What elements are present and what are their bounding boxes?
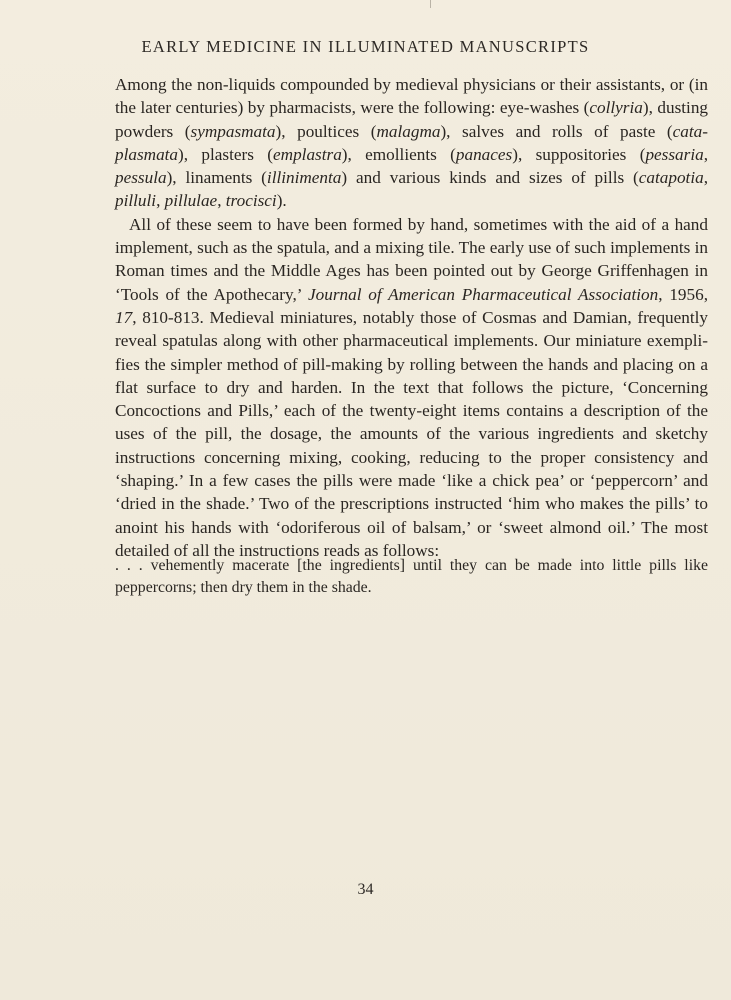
text-run: ), dusting powders ( bbox=[115, 98, 709, 141]
page-number: 34 bbox=[357, 881, 374, 898]
italic-term: sympasmata bbox=[190, 121, 276, 141]
text-run: ), suppositories ( bbox=[512, 144, 646, 164]
text-run: , bbox=[703, 144, 708, 164]
text-run: ), linaments ( bbox=[166, 168, 267, 188]
body-text bbox=[115, 73, 708, 562]
italic-term: emplastra bbox=[273, 144, 342, 164]
running-head: EARLY MEDICINE IN ILLUMINATED MANUSCRIPTS bbox=[141, 37, 590, 56]
text-run: All of these seem to have been formed by hand, sometimes with the aid of a hand implement, such as the spatula, and a mixing tile. The early use of such implements in Roman times and the Middle Ages has been pointed out by George Griffenhagen in ‘Tools of the Apothecary,’ bbox=[115, 214, 708, 304]
italic-term: panaces bbox=[455, 144, 513, 164]
text-run: ), poultices ( bbox=[275, 121, 377, 141]
italic-term: collyria bbox=[589, 98, 643, 118]
italic-term: Journal of American Pharmaceutical Association bbox=[308, 284, 659, 304]
text-run: ) and various kinds and sizes of pills ( bbox=[341, 168, 639, 188]
crop-mark bbox=[430, 0, 431, 8]
italic-term: malagma bbox=[376, 121, 441, 141]
italic-term: trocisci bbox=[225, 191, 277, 211]
text-run: , bbox=[217, 191, 226, 211]
italic-term: pessaria bbox=[645, 144, 704, 164]
block-quote: . . . vehemently macerate [the ingredients] until they can be made into little pills like peppercorns; then dry them in the shade. bbox=[115, 557, 708, 596]
text-run: ). bbox=[276, 191, 287, 211]
paragraph-1 bbox=[115, 73, 708, 213]
italic-term: catapotia bbox=[638, 168, 704, 188]
italic-term: cataplasmata bbox=[115, 121, 708, 164]
text-run: , bbox=[703, 168, 708, 188]
italic-term: 17 bbox=[115, 307, 133, 327]
italic-term: pilluli bbox=[115, 191, 157, 211]
text-run: ), plasters ( bbox=[178, 144, 274, 164]
italic-term: pillulae bbox=[164, 191, 218, 211]
italic-term: illinimenta bbox=[266, 168, 342, 188]
text-run: ), emollients ( bbox=[341, 144, 456, 164]
text-run: , bbox=[156, 191, 165, 211]
italic-term: pessula bbox=[115, 168, 167, 188]
text-run: Among the non-liquids compounded by medieval physicians or their assistants, or (in the later centuries) by pharmacists, were the following: eye-washes ( bbox=[115, 75, 708, 118]
text-run: , 1956, bbox=[658, 284, 708, 304]
paragraph-2 bbox=[115, 213, 708, 562]
text-run: ), salves and rolls of paste ( bbox=[440, 121, 673, 141]
text-run: , 810-813. Medieval miniatures, notably those of Cosmas and Damian, frequently reveal spatulas along with other pharmaceutical implements. Our miniature exemplifies the simpler method of pill-making by rolling between the hands and placing on a flat surface to dry and harden. In the text that follows the picture, ‘Concerning Concoctions and Pills,’ each of the twenty-eight items contains a description of the uses of the pill, the dosage, the amounts of the various ingredients and sketchy instructions concerning mixing, cooking, reducing to the proper consistency and ‘shaping.’ In a few cases the pills were made ‘like a chick pea’ or ‘peppercorn’ and ‘dried in the shade.’ Two of the prescriptions instructed ‘him who makes the pills’ to anoint his hands with ‘odoriferous oil of balsam,’ or ‘sweet almond oil.’ The most detailed of all the instructions reads as follows: bbox=[115, 307, 708, 560]
